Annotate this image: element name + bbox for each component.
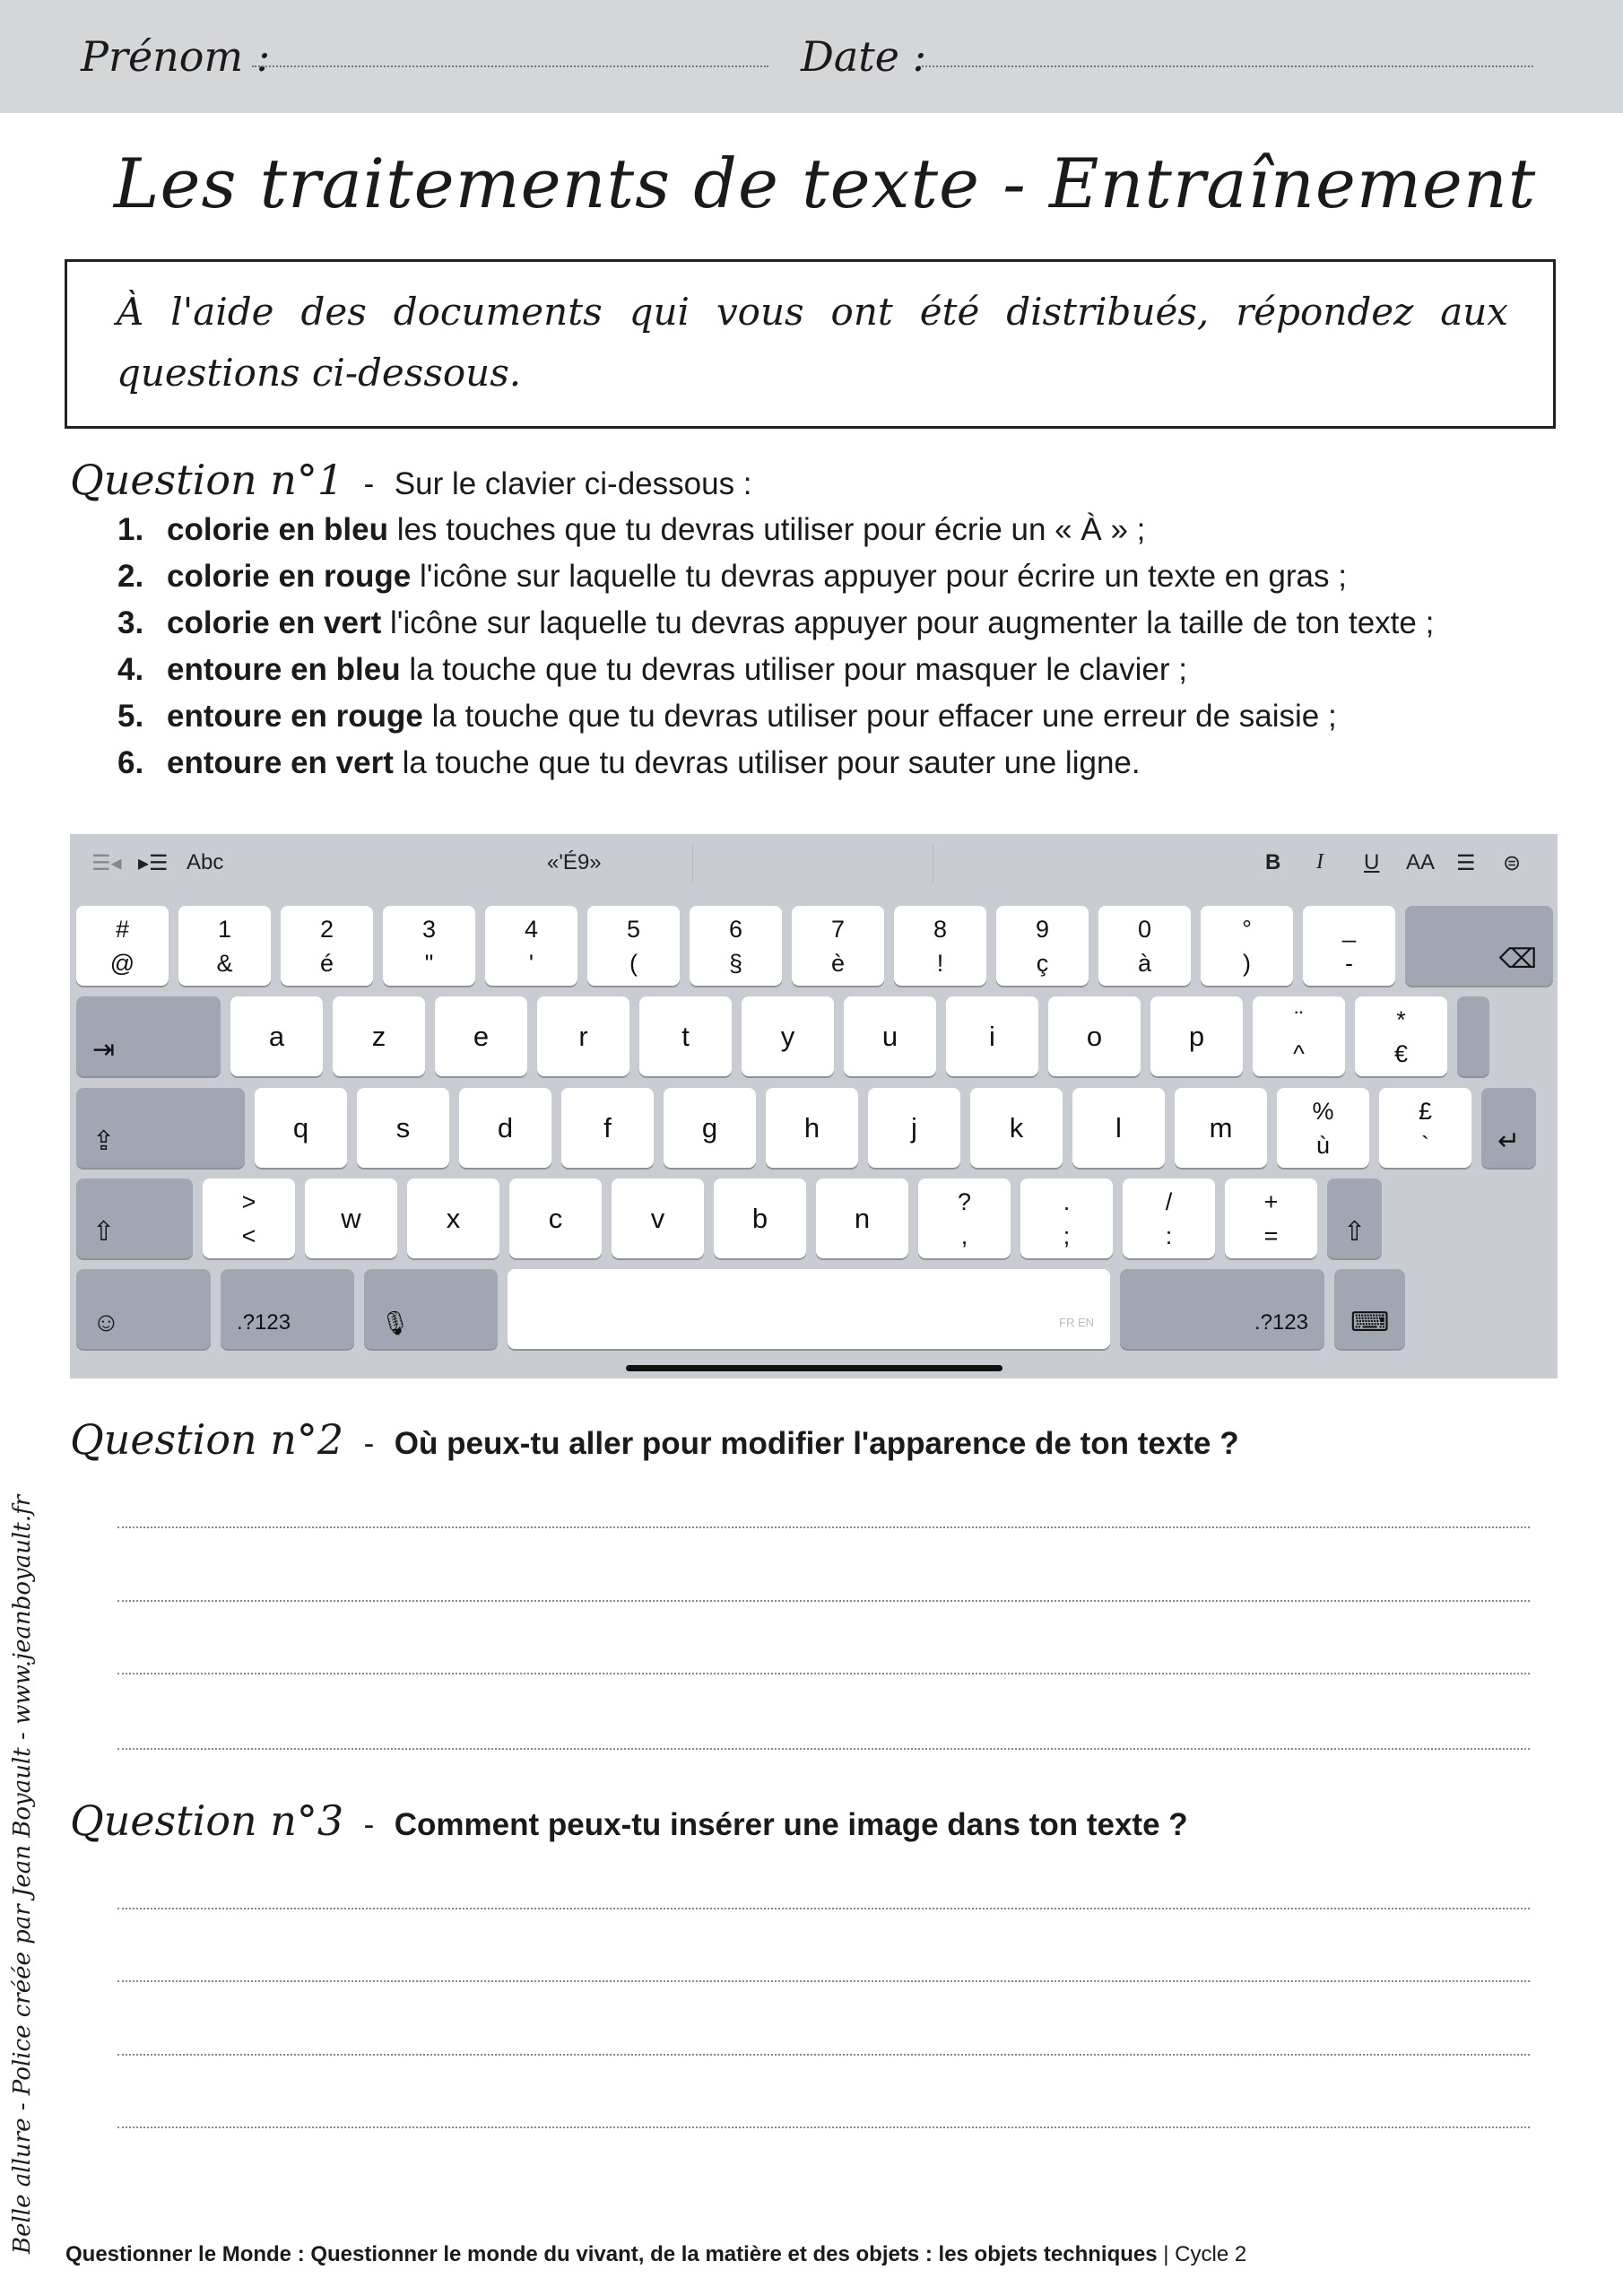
- key-label: g: [701, 1111, 718, 1144]
- answer-line[interactable]: [117, 1980, 1530, 1982]
- step-number: 5.: [117, 699, 144, 734]
- underline-button[interactable]: U: [1364, 850, 1380, 874]
- question-3-heading: [70, 1796, 1188, 1845]
- key-y[interactable]: [742, 996, 834, 1076]
- key-label: ?: [957, 1187, 972, 1215]
- footer-subject: Questionner le Monde : Questionner le monde du vivant, de la matière et des objets : les objets techniques: [65, 2242, 1158, 2266]
- numbers-key-left[interactable]: [221, 1269, 354, 1349]
- key-label: y: [780, 1020, 795, 1052]
- key-label: e: [473, 1020, 490, 1052]
- key-label: i: [989, 1020, 995, 1052]
- key-label: (: [629, 949, 638, 977]
- key-5-([interactable]: [587, 906, 680, 986]
- step-item: [117, 647, 1434, 693]
- key-°-)[interactable]: [1201, 906, 1293, 986]
- key-0-à[interactable]: [1098, 906, 1191, 986]
- answer-line[interactable]: [117, 1600, 1530, 1602]
- key-label: 6: [728, 915, 743, 943]
- key-h[interactable]: [766, 1088, 858, 1168]
- keyboard-row: [76, 1178, 1382, 1258]
- numbers-key-left-label: .?123: [237, 1310, 291, 1335]
- key-label: q: [292, 1111, 309, 1144]
- key-label: €: [1393, 1039, 1409, 1067]
- key-label: £: [1418, 1097, 1433, 1125]
- key-a[interactable]: [230, 996, 323, 1076]
- caps-lock-icon: ⇪: [92, 1126, 116, 1156]
- keyboard-row: [76, 996, 1489, 1076]
- key-.-;[interactable]: [1020, 1178, 1113, 1258]
- key-label: 7: [830, 915, 846, 943]
- key-z[interactable]: [333, 996, 425, 1076]
- question-1-heading: [70, 456, 752, 504]
- step-item: [117, 553, 1434, 600]
- key-label: :: [1165, 1222, 1173, 1249]
- step-item: [117, 740, 1434, 787]
- question-1-intro: Sur le clavier ci-dessous :: [394, 466, 752, 501]
- question-2-heading: [70, 1415, 1239, 1464]
- key-label: b: [751, 1202, 768, 1234]
- step-number: 6.: [117, 745, 144, 780]
- key-label: p: [1188, 1020, 1205, 1052]
- date-field[interactable]: [922, 65, 1533, 67]
- step-action: colorie en rouge: [167, 559, 412, 594]
- keyboard: [70, 834, 1558, 1378]
- bold-button[interactable]: B: [1265, 850, 1281, 874]
- key-label: !: [936, 949, 944, 977]
- step-action: entoure en bleu: [167, 652, 401, 687]
- key-label: @: [109, 949, 135, 977]
- key-label: *: [1396, 1005, 1406, 1033]
- key-label: v: [650, 1202, 665, 1234]
- key-label: k: [1009, 1111, 1024, 1144]
- key-7-è[interactable]: [792, 906, 884, 986]
- key-s[interactable]: [357, 1088, 449, 1168]
- answer-line[interactable]: [117, 1526, 1530, 1528]
- indent-icon[interactable]: ▸☰: [138, 851, 169, 875]
- key-2-é[interactable]: [281, 906, 373, 986]
- key-label: x: [446, 1202, 461, 1234]
- key-x[interactable]: [407, 1178, 499, 1258]
- key-label: n: [854, 1202, 871, 1234]
- key-label: °: [1242, 915, 1252, 943]
- key-label: ;: [1063, 1222, 1071, 1249]
- key-l[interactable]: [1072, 1088, 1165, 1168]
- key->-<[interactable]: [203, 1178, 295, 1258]
- delete-icon: ⌫: [1498, 944, 1537, 974]
- key-/-:[interactable]: [1123, 1178, 1215, 1258]
- shift-key-left-icon: ⇧: [92, 1217, 116, 1247]
- dictation-key[interactable]: [364, 1269, 498, 1349]
- style-abc-button[interactable]: Abc: [187, 850, 224, 874]
- question-3-dash: -: [363, 1807, 375, 1842]
- date-label: Date :: [801, 32, 927, 81]
- key-label: &: [216, 949, 233, 977]
- emoji-key[interactable]: [76, 1269, 211, 1349]
- key-j[interactable]: [868, 1088, 960, 1168]
- keyboard-row: [76, 1088, 1536, 1168]
- key-+-=[interactable]: [1225, 1178, 1317, 1258]
- key-k[interactable]: [970, 1088, 1063, 1168]
- key-label: %: [1312, 1097, 1334, 1125]
- key-f[interactable]: [561, 1088, 654, 1168]
- key-label: /: [1165, 1187, 1173, 1215]
- space-label: FR EN: [1059, 1316, 1094, 1329]
- numbers-key-right[interactable]: [1120, 1269, 1324, 1349]
- key-label: j: [911, 1111, 917, 1144]
- key-v[interactable]: [612, 1178, 704, 1258]
- hide-keyboard-icon: ⌨: [1350, 1308, 1390, 1337]
- step-item: [117, 507, 1434, 553]
- hide-keyboard-key[interactable]: [1334, 1269, 1405, 1349]
- key-o[interactable]: [1048, 996, 1141, 1076]
- step-text: la touche que tu devras utiliser pour masquer le clavier ;: [400, 652, 1187, 687]
- key-?-,[interactable]: [918, 1178, 1011, 1258]
- question-2-dash: -: [363, 1426, 375, 1461]
- key-label: 3: [421, 915, 437, 943]
- key-w[interactable]: [305, 1178, 397, 1258]
- key-u[interactable]: [844, 996, 936, 1076]
- suggestion[interactable]: «'É9»: [547, 850, 602, 874]
- key-r[interactable]: [537, 996, 629, 1076]
- step-text: la touche que tu devras utiliser pour sauter une ligne.: [393, 745, 1141, 780]
- question-1-label: Question n°1: [70, 456, 344, 504]
- dictation-label: 🎙: [380, 1309, 411, 1336]
- key-label: c: [548, 1202, 563, 1234]
- step-action: colorie en bleu: [167, 512, 388, 547]
- key-label: w: [341, 1202, 361, 1234]
- step-text: les touches que tu devras utiliser pour écrie un « À » ;: [388, 512, 1146, 547]
- footer: [65, 2242, 1246, 2267]
- step-number: 3.: [117, 605, 144, 640]
- step-text: la touche que tu devras utiliser pour effacer une erreur de saisie ;: [422, 699, 1337, 734]
- divider: [692, 845, 693, 883]
- key-label: a: [268, 1020, 285, 1052]
- emoji-icon: ☺: [92, 1308, 120, 1337]
- space-key[interactable]: [508, 1269, 1110, 1349]
- key-label: ,: [960, 1222, 968, 1249]
- key-label: 0: [1137, 915, 1152, 943]
- outdent-icon[interactable]: ☰◂: [91, 851, 122, 875]
- key-label: é: [319, 949, 334, 977]
- key-label: d: [497, 1111, 514, 1144]
- caps-lock-key[interactable]: [76, 1088, 245, 1168]
- instructions-box: [65, 259, 1556, 429]
- return-icon: ↵: [1497, 1126, 1521, 1156]
- step-action: entoure en vert: [167, 745, 394, 780]
- key-p[interactable]: [1150, 996, 1243, 1076]
- tab-key[interactable]: [76, 996, 221, 1076]
- key-e[interactable]: [435, 996, 527, 1076]
- key-label: 4: [524, 915, 539, 943]
- key-label: ^: [1293, 1039, 1305, 1067]
- question-1-dash: -: [363, 466, 375, 501]
- step-action: entoure en rouge: [167, 699, 423, 734]
- step-number: 4.: [117, 652, 144, 687]
- key-£-`[interactable]: [1379, 1088, 1471, 1168]
- key-3-"[interactable]: [383, 906, 475, 986]
- key-label: t: [681, 1020, 690, 1052]
- question-3-label: Question n°3: [70, 1796, 344, 1845]
- key-%-ù[interactable]: [1277, 1088, 1369, 1168]
- shift-key-right[interactable]: [1327, 1178, 1382, 1258]
- answer-line[interactable]: [117, 1748, 1530, 1750]
- key-label: §: [728, 949, 743, 977]
- question-2-text: Où peux-tu aller pour modifier l'apparence de ton texte ?: [394, 1426, 1239, 1461]
- key-label: 9: [1035, 915, 1050, 943]
- key-label: -: [1345, 949, 1353, 977]
- step-text: l'icône sur laquelle tu devras appuyer pour augmenter la taille de ton texte ;: [381, 605, 1435, 640]
- footer-cycle: | Cycle 2: [1157, 2242, 1247, 2266]
- return-key[interactable]: [1481, 1088, 1536, 1168]
- numbers-key-right-label: .?123: [1254, 1310, 1308, 1335]
- key-_--[interactable]: [1303, 906, 1395, 986]
- step-item: [117, 693, 1434, 740]
- key-q[interactable]: [255, 1088, 347, 1168]
- key-#-@[interactable]: [76, 906, 169, 986]
- key-8-![interactable]: [894, 906, 986, 986]
- text-size-button[interactable]: AA: [1406, 850, 1436, 874]
- key-label: f: [603, 1111, 612, 1144]
- key-label: +: [1263, 1187, 1279, 1215]
- key-label: _: [1341, 915, 1357, 943]
- name-label: Prénom :: [81, 32, 271, 81]
- key-label: s: [395, 1111, 411, 1144]
- key-label: ç: [1036, 949, 1049, 977]
- key-label: m: [1209, 1111, 1233, 1144]
- key-label: o: [1086, 1020, 1103, 1052]
- keyboard-row: [76, 1269, 1405, 1349]
- keyboard-toolbar: [70, 834, 1558, 892]
- key-label: ¨: [1295, 1005, 1303, 1033]
- key-label: ': [528, 949, 534, 977]
- instructions-text: À l'aide des documents qui vous ont été distribués, répondez aux questions ci-dessous.: [117, 290, 1508, 395]
- key-m[interactable]: [1175, 1088, 1267, 1168]
- key-t[interactable]: [639, 996, 732, 1076]
- key-label: ù: [1315, 1131, 1331, 1159]
- shift-key-right-icon: ⇧: [1343, 1217, 1367, 1247]
- insert-icon[interactable]: ⊜: [1503, 851, 1522, 875]
- key-d[interactable]: [459, 1088, 551, 1168]
- key-label: #: [115, 915, 130, 943]
- question-2-label: Question n°2: [70, 1415, 344, 1464]
- answer-line[interactable]: [117, 1673, 1530, 1674]
- key-4-'[interactable]: [485, 906, 577, 986]
- answer-line[interactable]: [117, 1908, 1530, 1909]
- home-indicator: [626, 1365, 1002, 1371]
- key-i[interactable]: [946, 996, 1038, 1076]
- key-9-ç[interactable]: [996, 906, 1089, 986]
- key-*-€[interactable]: [1355, 996, 1447, 1076]
- key-n[interactable]: [816, 1178, 908, 1258]
- question-3-text: Comment peux-tu insérer une image dans ton texte ?: [394, 1807, 1188, 1842]
- shift-key-left[interactable]: [76, 1178, 193, 1258]
- tab-icon: ⇥: [92, 1035, 116, 1065]
- key-label: r: [578, 1020, 588, 1052]
- step-text: l'icône sur laquelle tu devras appuyer pour écrire un texte en gras ;: [411, 559, 1347, 594]
- italic-button[interactable]: I: [1316, 850, 1324, 874]
- answer-line[interactable]: [117, 2054, 1530, 2056]
- key-g[interactable]: [664, 1088, 756, 1168]
- answer-line[interactable]: [117, 2126, 1530, 2128]
- key-label: ): [1243, 949, 1251, 977]
- name-field[interactable]: [252, 65, 768, 67]
- key-6-§[interactable]: [690, 906, 782, 986]
- key-label: 5: [626, 915, 641, 943]
- step-item: [117, 600, 1434, 647]
- key-label: h: [803, 1111, 820, 1144]
- key-1-&[interactable]: [178, 906, 271, 986]
- side-credit: Belle allure - Police créée par Jean Boyault - www.jeanboyault.fr: [9, 1494, 36, 2254]
- key-label: u: [881, 1020, 898, 1052]
- key-label: >: [241, 1187, 256, 1215]
- align-icon[interactable]: ☰: [1456, 851, 1476, 875]
- key-label: 8: [933, 915, 948, 943]
- key-c[interactable]: [509, 1178, 602, 1258]
- page-title: Les traitements de texte - Entraînement: [114, 144, 1537, 223]
- keyboard-row: [76, 906, 1553, 986]
- return-key-top[interactable]: [1457, 996, 1489, 1076]
- key-label: è: [830, 949, 846, 977]
- key-label: z: [371, 1020, 386, 1052]
- key-label: 2: [319, 915, 334, 943]
- delete-key[interactable]: [1405, 906, 1553, 986]
- key-label: 1: [217, 915, 232, 943]
- key-label: .: [1063, 1187, 1071, 1215]
- step-number: 1.: [117, 512, 144, 547]
- key-label: ": [424, 949, 434, 977]
- key-¨-^[interactable]: [1253, 996, 1345, 1076]
- key-label: `: [1421, 1131, 1429, 1159]
- step-number: 2.: [117, 559, 144, 594]
- key-b[interactable]: [714, 1178, 806, 1258]
- key-label: =: [1263, 1222, 1279, 1249]
- question-1-steps: [117, 507, 1434, 787]
- key-label: <: [241, 1222, 256, 1249]
- step-action: colorie en vert: [167, 605, 382, 640]
- key-label: l: [1115, 1111, 1122, 1144]
- key-label: à: [1137, 949, 1152, 977]
